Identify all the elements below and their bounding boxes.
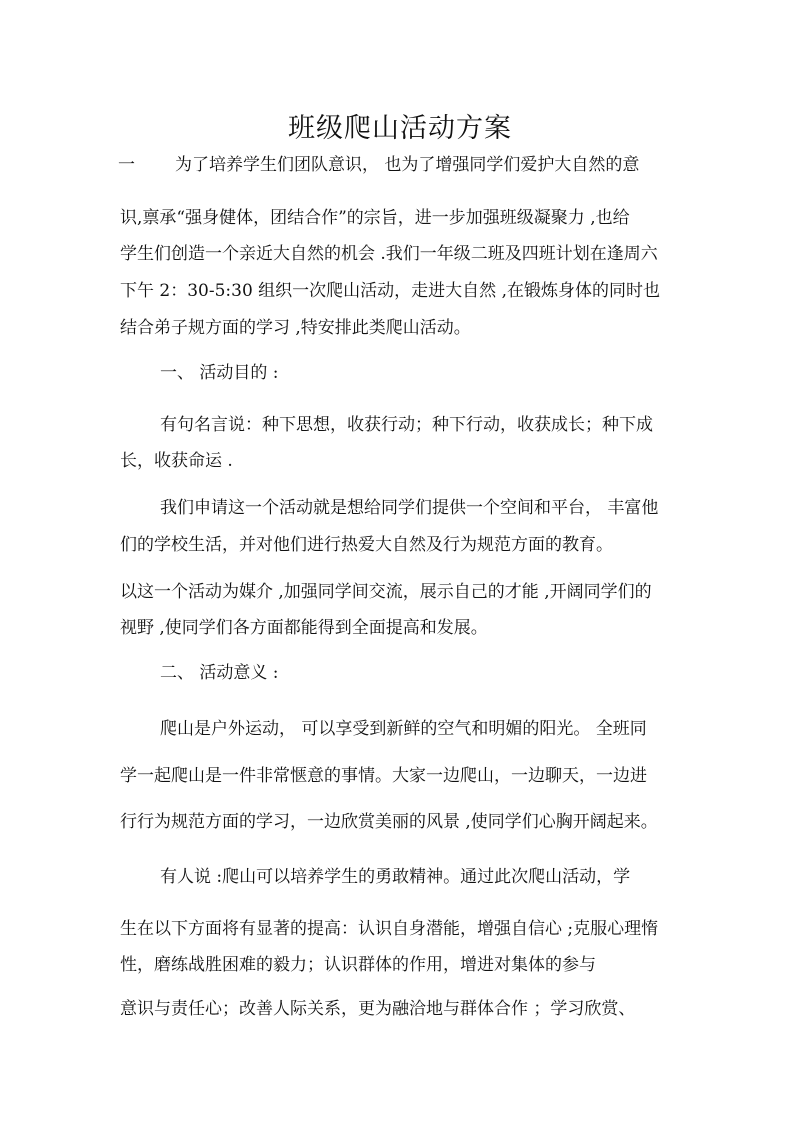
paragraph-line: 一 [118, 155, 135, 175]
paragraph-line: 学一起爬山是一件非常惬意的事情。大家一边爬山，一边聊天，一边进 [120, 766, 647, 786]
paragraph-line: 二、 活动意义 : [160, 663, 279, 683]
paragraph-line: 有句名言说：种下思想，收获行动；种下行动，收获成长；种下成 [160, 415, 653, 435]
paragraph-line: 生在以下方面将有显著的提高：认识自身潜能，增强自信心 ;克服心理惰 [120, 919, 659, 939]
paragraph-line: 视野 ,使同学们各方面都能得到全面提高和发展。 [120, 618, 488, 638]
paragraph-line: 结合弟子规方面的学习 ,特安排此类爬山活动。 [120, 318, 471, 338]
paragraph-line: 们的学校生活，并对他们进行热爱大自然及行为规范方面的教育。 [120, 535, 613, 555]
paragraph-line: 学生们创造一个亲近大自然的机会 .我们一年级二班及四班计划在逢周六 [120, 244, 658, 264]
paragraph-line: 有人说 :爬山可以培养学生的勇敢精神。通过此次爬山活动，学 [160, 867, 631, 887]
paragraph-line: 下午 2：30-5:30 组织一次爬山活动，走进大自然 ,在锻炼身体的同时也 [120, 281, 660, 301]
paragraph-line: 意识与责任心；改善人际关系，更为融洽地与群体合作 ；学习欣赏、 [120, 999, 636, 1019]
paragraph-line: 以这一个活动为媒介 ,加强同学间交流，展示自己的才能 ,开阔同学们的 [120, 582, 652, 602]
paragraph-line: 识,禀承“强身健体，团结合作”的宗旨，进一步加强班级凝聚力 ,也给 [120, 208, 630, 228]
document-title: 班级爬山活动方案 [288, 113, 512, 144]
paragraph-line: 长，收获命运 . [120, 451, 233, 471]
paragraph-line: 行行为规范方面的学习，一边欣赏美丽的风景 ,使同学们心胸开阔起来。 [120, 812, 658, 832]
paragraph-line: 我们申请这一个活动就是想给同学们提供一个空间和平台， 丰富他 [160, 498, 659, 518]
paragraph-line: 为了培养学生们团队意识， 也为了增强同学们爱护大自然的意 [175, 155, 640, 175]
paragraph-line: 爬山是户外运动， 可以享受到新鲜的空气和明媚的阳光。 全班同 [160, 719, 647, 739]
paragraph-line: 一、 活动目的 : [160, 363, 279, 383]
paragraph-line: 性，磨练战胜困难的毅力；认识群体的作用，增进对集体的参与 [120, 955, 596, 975]
